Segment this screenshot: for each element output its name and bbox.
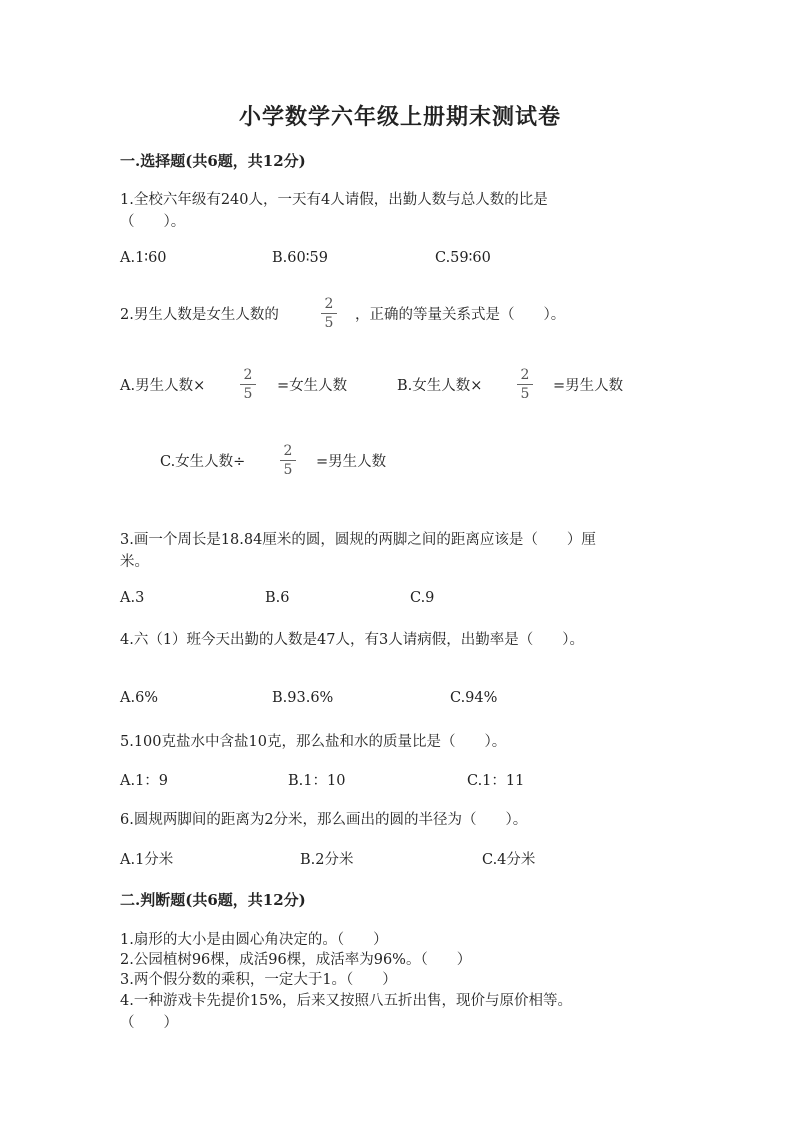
fraction-numerator: 2 — [520, 367, 530, 383]
question-1-option-b: B.60∶59 — [272, 250, 328, 266]
question-4-option-c: C.94% — [450, 690, 498, 706]
question-1-option-a: A.1∶60 — [120, 250, 167, 266]
question-4-option-b: B.93.6% — [272, 690, 334, 706]
question-1-option-c: C.59∶60 — [435, 250, 491, 266]
question-6-option-a: A.1分米 — [120, 852, 174, 868]
fraction-bar — [321, 313, 337, 314]
question-5-option-c: C.1：11 — [467, 773, 525, 789]
fraction-numerator: 2 — [324, 296, 334, 312]
question-3-line-1: 3.画一个周长是18.84厘米的圆，圆规的两脚之间的距离应该是（ ）厘 — [120, 532, 596, 548]
question-2-option-a-before: A.男生人数× — [120, 378, 206, 394]
question-2-option-c-before: C.女生人数÷ — [160, 454, 246, 470]
section-heading-choice: 一.选择题(共6题，共12分) — [120, 152, 306, 170]
question-5-option-a: A.1：9 — [120, 773, 169, 789]
fraction-bar — [280, 460, 296, 461]
question-3-line-2: 米。 — [120, 554, 149, 570]
fraction-denominator: 5 — [243, 386, 253, 402]
question-2-option-c-after: =男生人数 — [316, 454, 387, 470]
fraction-bar — [517, 384, 533, 385]
judgement-item-4: 4.一种游戏卡先提价15%，后来又按照八五折出售，现价与原价相等。 — [120, 993, 573, 1009]
fraction-bar — [240, 384, 256, 385]
question-4-text: 4.六（1）班今天出勤的人数是47人，有3人请病假，出勤率是（ ）。 — [120, 632, 584, 648]
question-2-option-a-after: =女生人数 — [277, 378, 348, 394]
judgement-item-4-continued: （ ） — [120, 1015, 178, 1031]
fraction-numerator: 2 — [283, 443, 293, 459]
question-2-option-a-fraction — [240, 367, 256, 402]
judgement-item-2: 2.公园植树96棵，成活96棵，成活率为96%。（ ） — [120, 952, 472, 968]
question-2-option-c-fraction — [280, 443, 296, 478]
question-2-text-after: ，正确的等量关系式是（ ）。 — [355, 307, 566, 323]
page-title: 小学数学六年级上册期末测试卷 — [238, 104, 561, 130]
question-2-fraction — [321, 296, 337, 331]
fraction-denominator: 5 — [324, 315, 334, 331]
question-5-text: 5.100克盐水中含盐10克，那么盐和水的质量比是（ ）。 — [120, 734, 507, 750]
question-5-option-b: B.1：10 — [288, 773, 346, 789]
question-4-option-a: A.6% — [120, 690, 159, 706]
question-3-option-a: A.3 — [120, 590, 145, 606]
question-6-text: 6.圆规两脚间的距离为2分米，那么画出的圆的半径为（ ）。 — [120, 812, 528, 828]
fraction-numerator: 2 — [243, 367, 253, 383]
question-6-option-b: B.2分米 — [300, 852, 354, 868]
question-6-option-c: C.4分米 — [482, 852, 536, 868]
fraction-denominator: 5 — [283, 462, 293, 478]
question-2-option-b-fraction — [517, 367, 533, 402]
question-2-option-b-before: B.女生人数× — [397, 378, 483, 394]
question-1-line-2: （ ）。 — [120, 214, 186, 230]
judgement-item-3: 3.两个假分数的乘积，一定大于1。（ ） — [120, 972, 397, 988]
judgement-item-1: 1.扇形的大小是由圆心角决定的。（ ） — [120, 932, 388, 948]
question-2-option-b-after: =男生人数 — [553, 378, 624, 394]
question-3-option-b: B.6 — [265, 590, 290, 606]
question-1-line-1: 1.全校六年级有240人，一天有4人请假，出勤人数与总人数的比是 — [120, 192, 548, 208]
section-heading-judgement: 二.判断题(共6题，共12分) — [120, 891, 306, 909]
question-3-option-c: C.9 — [410, 590, 435, 606]
fraction-denominator: 5 — [520, 386, 530, 402]
question-2-text-before: 2.男生人数是女生人数的 — [120, 307, 279, 323]
